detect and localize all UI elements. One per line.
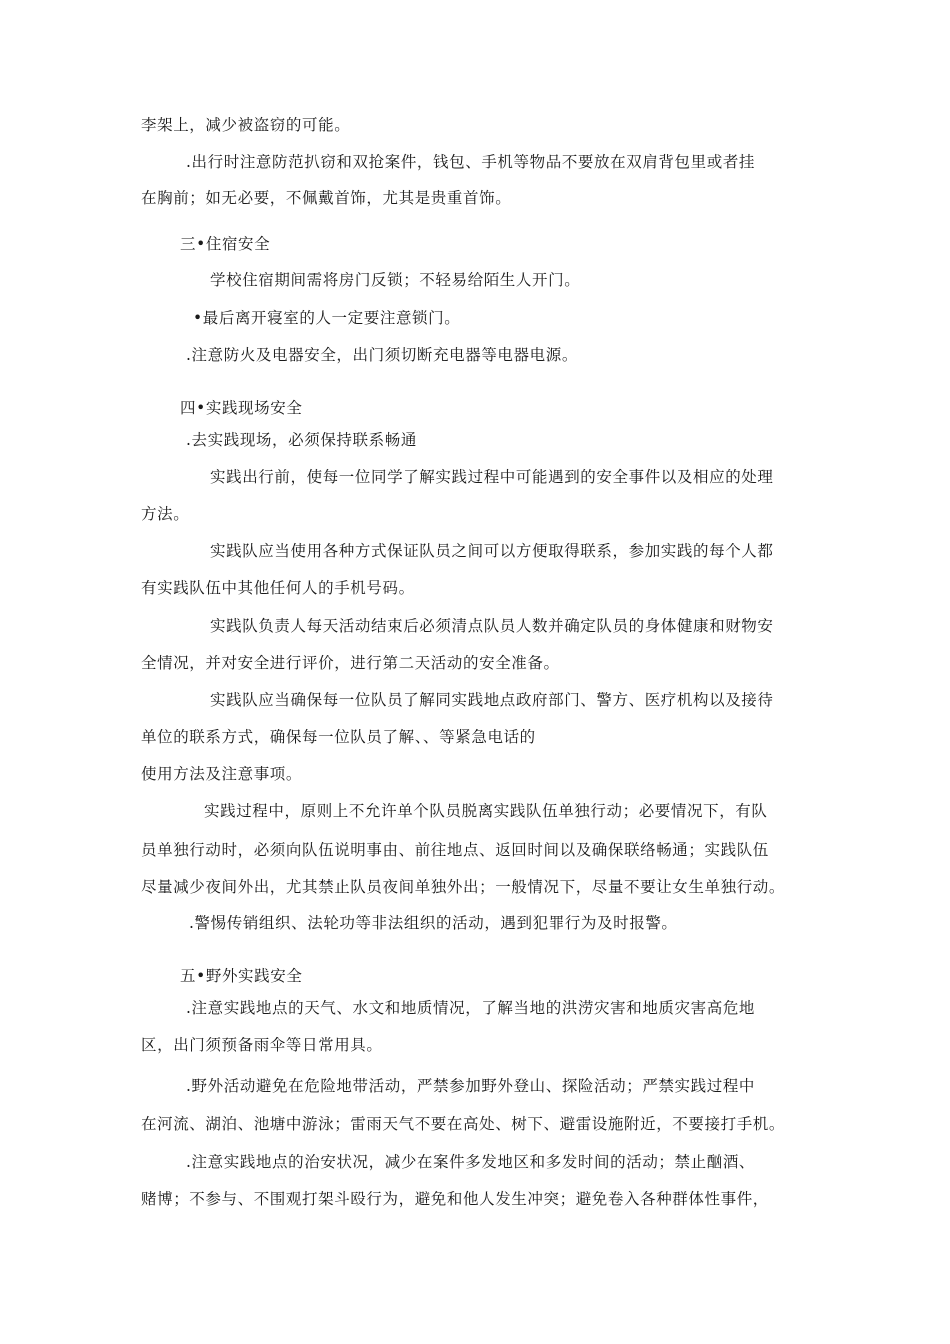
- text-line: 实践出行前，使每一位同学了解实践过程中可能遇到的安全事件以及相应的处理: [210, 468, 774, 486]
- section-heading: 四•实践现场安全: [180, 399, 303, 417]
- text-line: .注意实践地点的天气、水文和地质情况，了解当地的洪涝灾害和地质灾害高危地: [186, 999, 756, 1017]
- text-line: •最后离开寝室的人一定要注意锁门。: [193, 309, 461, 327]
- text-line: 尽量减少夜间外出，尤其禁止队员夜间单独外出；一般情况下，尽量不要让女生单独行动。: [141, 878, 786, 896]
- section-heading: 五•野外实践安全: [180, 967, 303, 985]
- text-line: 使用方法及注意事项。: [141, 765, 303, 783]
- text-line: 在胸前；如无必要，不佩戴首饰，尤其是贵重首饰。: [141, 189, 512, 207]
- text-line: 实践过程中，原则上不允许单个队员脱离实践队伍单独行动；必要情况下，有队: [204, 802, 768, 820]
- text-line: .注意防火及电器安全，出门须切断充电器等电器电源。: [186, 346, 578, 364]
- text-line: 全情况，并对安全进行评价，进行第二天活动的安全准备。: [141, 654, 560, 672]
- section-heading: 三•住宿安全: [180, 235, 271, 253]
- text-line: 学校住宿期间需将房门反锁；不轻易给陌生人开门。: [210, 271, 581, 289]
- text-line: 有实践队伍中其他任何人的手机号码。: [141, 579, 415, 597]
- text-line: .去实践现场，必须保持联系畅通: [186, 431, 417, 449]
- text-line: 方法。: [141, 505, 190, 523]
- text-line: .注意实践地点的治安状况，减少在案件多发地区和多发时间的活动；禁止酗酒、: [186, 1153, 756, 1171]
- text-line: 单位的联系方式，确保每一位队员了解、、等紧急电话的: [141, 728, 536, 746]
- text-line: 实践队负责人每天活动结束后必须清点队员人数并确定队员的身体健康和财物安: [210, 617, 774, 635]
- text-line: .出行时注意防范扒窃和双抢案件，钱包、手机等物品不要放在双肩背包里或者挂: [186, 153, 756, 171]
- text-line: 员单独行动时，必须向队伍说明事由、前往地点、返回时间以及确保联络畅通；实践队伍: [141, 841, 769, 859]
- text-line: 实践队应当使用各种方式保证队员之间可以方便取得联系，参加实践的每个人都: [210, 542, 774, 560]
- text-line: .警惕传销组织、法轮功等非法组织的活动，遇到犯罪行为及时报警。: [189, 914, 678, 932]
- text-line: 实践队应当确保每一位队员了解同实践地点政府部门、警方、医疗机构以及接待: [210, 691, 774, 709]
- text-line: .野外活动避免在危险地带活动，严禁参加野外登山、探险活动；严禁实践过程中: [186, 1077, 756, 1095]
- text-line: 在河流、湖泊、池塘中游泳；雷雨天气不要在高处、树下、避雷设施附近，不要接打手机。: [141, 1115, 786, 1133]
- text-line: 赌博；不参与、不围观打架斗殴行为，避免和他人发生冲突；避免卷入各种群体性事件，: [141, 1190, 769, 1208]
- text-line: 李架上，减少被盗窃的可能。: [141, 116, 351, 134]
- text-line: 区，出门须预备雨伞等日常用具。: [141, 1036, 383, 1054]
